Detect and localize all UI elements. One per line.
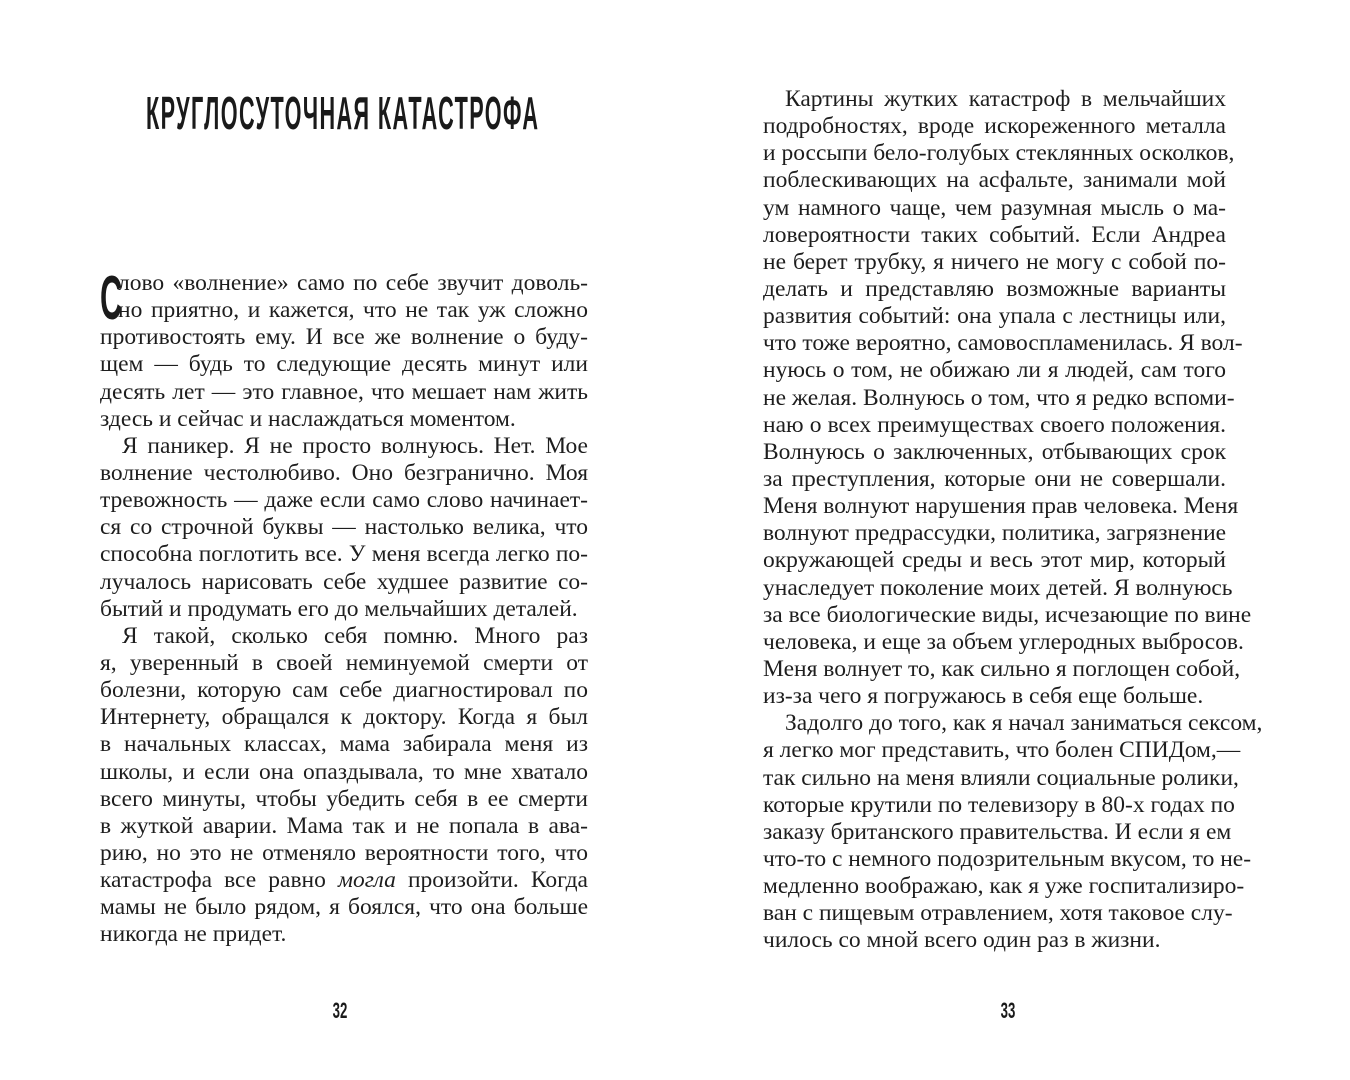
text-line: чилось со мной всего один раз в жизни. <box>763 927 1161 954</box>
text-line: рию, но это не отменяло вероятности того, что <box>100 839 588 866</box>
text-line: противостоять ему. И все же волнение о буду- <box>100 324 588 351</box>
text-line: окружающей среды и весь этот мир, который <box>763 547 1226 574</box>
text-line: но приятно, и кажется, что не так уж сложно <box>118 297 588 324</box>
text-line <box>100 867 588 894</box>
text-line: Меня волнует то, как сильно я поглощен собой, <box>763 655 1241 682</box>
text-line: унаследует поколение моих детей. Я волнуюсь <box>763 574 1233 601</box>
text-line: ся со строчной буквы — настолько велика, что <box>100 514 588 541</box>
text-line: ум намного чаще, чем разумная мысль о ма- <box>763 194 1226 221</box>
text-line: бытий и продумать его до мельчайших деталей. <box>100 595 578 622</box>
text-line: ловероятности таких событий. Если Андреа <box>763 221 1226 248</box>
text-line: нуюсь о том, не обижаю ли я людей, сам того <box>763 357 1226 384</box>
text-line: и россыпи бело-голубых стеклянных осколков, <box>763 140 1235 167</box>
text-line: Меня волнуют нарушения прав человека. Меня <box>763 493 1239 520</box>
text-line: лово «волнение» само по себе звучит доволь- <box>118 270 588 296</box>
text-line: Я такой, сколько себя помню. Много раз <box>122 622 588 649</box>
text-line: медленно воображаю, как я уже госпитализиро- <box>763 873 1245 900</box>
text-line: Картины жутких катастроф в мельчайших <box>785 86 1226 112</box>
text-line: я легко мог представить, что болен СПИДом,— <box>763 737 1241 764</box>
text-line: за все биологические виды, исчезающие по вине <box>763 601 1252 628</box>
text-line: болезни, которую сам себе диагностировал по <box>100 677 588 704</box>
text-line: никогда не придет. <box>100 921 287 948</box>
text-line: в начальных классах, мама забирала меня из <box>100 731 588 758</box>
text-line: способна поглотить все. У меня всегда легко по- <box>100 541 588 568</box>
page-number-left: 32 <box>332 998 348 1023</box>
text-segment: катастрофа все равно <box>100 867 338 894</box>
emphasized-word: могла <box>337 867 396 894</box>
text-line: из-за чего я погружаюсь в себя еще больше. <box>763 683 1204 710</box>
text-line: Я паникер. Я не просто волнуюсь. Нет. Мое <box>122 432 588 459</box>
text-line: ван с пищевым отравлением, хотя таковое слу- <box>763 900 1233 927</box>
text-line: здесь и сейчас и наслаждаться моментом. <box>100 405 516 432</box>
text-line: щем — будь то следующие десять минут или <box>100 351 588 378</box>
text-line: не желая. Волнуюсь о том, что я редко вспоми- <box>763 384 1235 411</box>
text-line: волнение честолюбиво. Оно безгранично. Моя <box>100 459 588 486</box>
right-page-body <box>763 86 1263 955</box>
text-line: человека, и еще за объем углеродных выбросов. <box>763 628 1244 655</box>
text-line: Интернету, обращался к доктору. Когда я был <box>100 704 588 731</box>
text-line: что тоже вероятно, самовоспламенилась. Я вол- <box>763 330 1243 357</box>
text-line: всего минуты, чтобы убедить себя в ее смерти <box>100 785 588 812</box>
page-number-right: 33 <box>1000 998 1016 1023</box>
text-line: мамы не было рядом, я боялся, что она больше <box>100 894 588 921</box>
text-line: тревожность — даже если само слово начинает- <box>100 487 588 514</box>
text-line: так сильно на меня влияли социальные ролики, <box>763 764 1239 791</box>
text-line: школы, и если она опаздывала, то мне хватало <box>100 758 588 785</box>
text-line: в жуткой аварии. Мама так и не попала в ава- <box>100 812 588 839</box>
text-line: я, уверенный в своей неминуемой смерти от <box>100 649 588 676</box>
left-page-body <box>100 264 588 949</box>
text-line: десять лет — это главное, что мешает нам жить <box>100 378 588 405</box>
text-line: Задолго до того, как я начал заниматься сексом, <box>785 710 1263 737</box>
drop-cap: С <box>100 264 123 333</box>
text-line: заказу британского правительства. И если я ем <box>763 818 1232 845</box>
text-line: за преступления, которые они не совершали. <box>763 465 1226 492</box>
text-line: которые крутили по телевизору в 80-х годах по <box>763 791 1235 818</box>
text-line: что-то с немного подозрительным вкусом, то не- <box>763 845 1252 872</box>
text-line: делать и представляю возможные варианты <box>763 275 1226 302</box>
text-line: волнуют предрассудки, политика, загрязнение <box>763 520 1227 547</box>
text-line: Волнуюсь о заключенных, отбывающих срок <box>763 438 1226 465</box>
text-line: наю о всех преимуществах своего положения. <box>763 411 1226 438</box>
text-line: развития событий: она упала с лестницы или, <box>763 303 1226 330</box>
text-line: подробностях, вроде искореженного металла <box>763 113 1226 140</box>
text-segment: произойти. Когда <box>395 867 588 894</box>
text-line: поблескивающих на асфальте, занимали мой <box>763 167 1226 194</box>
chapter-title: КРУГЛОСУТОЧНАЯ КАТАСТРОФА <box>146 87 540 139</box>
text-line: не берет трубку, я ничего не могу с собой по- <box>763 248 1226 275</box>
text-line: лучалось нарисовать себе худшее развитие со- <box>100 568 588 595</box>
